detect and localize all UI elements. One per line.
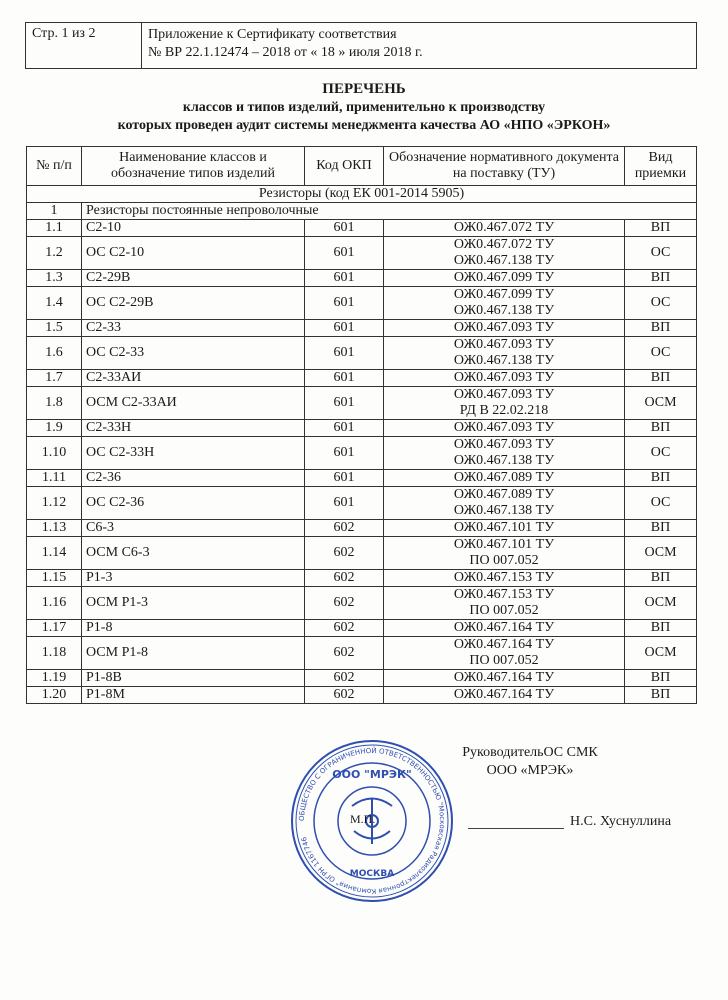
row-okp-code: 601 xyxy=(305,337,384,370)
row-product-name: Р1-3 xyxy=(82,570,305,587)
signature-block xyxy=(410,744,650,780)
row-norm-docs xyxy=(384,637,625,670)
row-acceptance-type: ВП xyxy=(625,420,697,437)
stamp-bottom-text: МОСКВА xyxy=(349,869,395,879)
row-number: 1.14 xyxy=(27,537,82,570)
row-okp-code: 601 xyxy=(305,420,384,437)
row-okp-code: 602 xyxy=(305,570,384,587)
table-row xyxy=(27,437,697,470)
row-number: 1.17 xyxy=(27,620,82,637)
row-okp-code: 601 xyxy=(305,387,384,420)
row-okp-code: 602 xyxy=(305,687,384,704)
products-table xyxy=(26,146,697,704)
table-row xyxy=(27,687,697,704)
row-okp-code: 602 xyxy=(305,587,384,620)
row-acceptance-type: ВП xyxy=(625,470,697,487)
signer-name: Н.С. Хуснуллина xyxy=(570,814,672,829)
table-row xyxy=(27,520,697,537)
stamp-ring-text: ОБЩЕСТВО С ОГРАНИЧЕННОЙ ОТВЕТСТВЕННОСТЬЮ "Московская Радиоэлектронная Компания" ОГРН 1167746 xyxy=(297,746,447,896)
row-norm-doc: ОЖ0.467.164 ТУ xyxy=(453,670,555,685)
row-acceptance-type: ВП xyxy=(625,570,697,587)
table-header-row xyxy=(27,147,697,186)
row-norm-docs xyxy=(384,620,625,637)
table-row xyxy=(27,320,697,337)
row-okp-code: 602 xyxy=(305,620,384,637)
row-product-name: ОСМ Р1-8 xyxy=(82,637,305,670)
row-number: 1.7 xyxy=(27,370,82,387)
row-norm-doc: ОЖ0.467.164 ТУ xyxy=(453,687,555,702)
row-number: 1.10 xyxy=(27,437,82,470)
row-norm-doc: ОЖ0.467.101 ТУ xyxy=(453,537,555,552)
row-norm-doc: ОЖ0.467.153 ТУ xyxy=(453,570,555,585)
row-product-name: С2-33АИ xyxy=(82,370,305,387)
row-product-name: Р1-8В xyxy=(82,670,305,687)
row-acceptance-type: ОСМ xyxy=(625,387,697,420)
row-norm-docs xyxy=(384,220,625,237)
row-norm-docs xyxy=(384,370,625,387)
row-norm-doc: ОЖ0.467.164 ТУ xyxy=(453,620,555,635)
row-norm-doc: ПО 007.052 xyxy=(469,553,539,568)
row-okp-code: 601 xyxy=(305,320,384,337)
table-row xyxy=(27,670,697,687)
row-acceptance-type: ВП xyxy=(625,670,697,687)
table-row xyxy=(27,570,697,587)
row-acceptance-type: ОС xyxy=(625,437,697,470)
table-row xyxy=(27,587,697,620)
row-norm-doc: ОЖ0.467.164 ТУ xyxy=(453,637,555,652)
row-product-name: ОС С2-29В xyxy=(82,287,305,320)
group-num: 1 xyxy=(27,203,82,220)
row-norm-docs xyxy=(384,670,625,687)
row-acceptance-type: ОС xyxy=(625,237,697,270)
table-row xyxy=(27,370,697,387)
table-row xyxy=(27,387,697,420)
row-norm-doc: ОЖ0.467.138 ТУ xyxy=(453,353,555,368)
row-number: 1.18 xyxy=(27,637,82,670)
row-acceptance-type: ОСМ xyxy=(625,637,697,670)
group-row xyxy=(27,203,697,220)
page-indicator: Стр. 1 из 2 xyxy=(26,23,142,69)
row-number: 1.2 xyxy=(27,237,82,270)
table-row xyxy=(27,470,697,487)
signer-role: РуководительОС СМК xyxy=(462,745,598,760)
row-norm-docs xyxy=(384,337,625,370)
row-number: 1.20 xyxy=(27,687,82,704)
certificate-header xyxy=(25,22,697,69)
row-number: 1.13 xyxy=(27,520,82,537)
row-number: 1.15 xyxy=(27,570,82,587)
row-okp-code: 601 xyxy=(305,220,384,237)
table-row xyxy=(27,420,697,437)
row-okp-code: 602 xyxy=(305,637,384,670)
row-norm-doc: ОЖ0.467.138 ТУ xyxy=(453,453,555,468)
row-norm-doc: ОЖ0.467.093 ТУ xyxy=(453,337,555,352)
table-row xyxy=(27,270,697,287)
row-number: 1.19 xyxy=(27,670,82,687)
col-code-header: Код ОКП xyxy=(305,147,384,186)
row-product-name: ОСМ С6-3 xyxy=(82,537,305,570)
row-okp-code: 602 xyxy=(305,670,384,687)
row-product-name: С2-29В xyxy=(82,270,305,287)
row-okp-code: 601 xyxy=(305,270,384,287)
row-norm-doc: ОЖ0.467.153 ТУ xyxy=(453,587,555,602)
row-number: 1.4 xyxy=(27,287,82,320)
section-title: Резисторы (код ЕК 001-2014 5905) xyxy=(27,186,697,203)
row-acceptance-type: ОС xyxy=(625,487,697,520)
section-row xyxy=(27,186,697,203)
stamp-top-text: ООО "МРЭК" xyxy=(332,768,412,781)
row-number: 1.11 xyxy=(27,470,82,487)
appendix-title: Приложение к Сертификату соответствия xyxy=(148,27,397,42)
row-norm-doc: ОЖ0.467.072 ТУ xyxy=(453,220,555,235)
row-norm-doc: ОЖ0.467.093 ТУ xyxy=(453,420,555,435)
row-norm-docs xyxy=(384,470,625,487)
col-num-header: № п/п xyxy=(27,147,82,186)
table-row xyxy=(27,237,697,270)
seal-place-label: М.П. xyxy=(350,812,376,826)
certificate-reference xyxy=(142,23,697,69)
row-okp-code: 601 xyxy=(305,237,384,270)
row-norm-doc: ОЖ0.467.072 ТУ xyxy=(453,237,555,252)
row-norm-docs xyxy=(384,320,625,337)
row-number: 1.6 xyxy=(27,337,82,370)
row-norm-doc: ОЖ0.467.101 ТУ xyxy=(453,520,555,535)
group-name: Резисторы постоянные непроволочные xyxy=(82,203,697,220)
row-product-name: Р1-8М xyxy=(82,687,305,704)
row-acceptance-type: ВП xyxy=(625,370,697,387)
row-product-name: ОС С2-33 xyxy=(82,337,305,370)
row-number: 1.3 xyxy=(27,270,82,287)
row-norm-doc: ОЖ0.467.093 ТУ xyxy=(453,370,555,385)
table-row xyxy=(27,487,697,520)
certificate-number: № ВР 22.1.12474 – 2018 от « 18 » июля 2018 г. xyxy=(148,45,423,60)
table-row xyxy=(27,337,697,370)
row-number: 1.9 xyxy=(27,420,82,437)
row-norm-docs xyxy=(384,687,625,704)
row-product-name: ОС С2-33Н xyxy=(82,437,305,470)
row-okp-code: 602 xyxy=(305,520,384,537)
row-acceptance-type: ОСМ xyxy=(625,587,697,620)
doc-title: ПЕРЕЧЕНЬ xyxy=(322,81,406,97)
row-number: 1.1 xyxy=(27,220,82,237)
row-okp-code: 601 xyxy=(305,487,384,520)
row-norm-doc: ОЖ0.467.099 ТУ xyxy=(453,270,555,285)
row-acceptance-type: ВП xyxy=(625,687,697,704)
row-product-name: ОС С2-36 xyxy=(82,487,305,520)
row-norm-docs xyxy=(384,437,625,470)
row-acceptance-type: ВП xyxy=(625,270,697,287)
signer-organization: ООО «МРЭК» xyxy=(486,763,574,778)
row-acceptance-type: ВП xyxy=(625,220,697,237)
row-norm-doc: ПО 007.052 xyxy=(469,653,539,668)
table-row xyxy=(27,637,697,670)
doc-subtitle-1: классов и типов изделий, применительно к производству xyxy=(182,100,546,115)
row-acceptance-type: ОС xyxy=(625,287,697,320)
row-norm-docs xyxy=(384,237,625,270)
table-row xyxy=(27,287,697,320)
row-product-name: С2-10 xyxy=(82,220,305,237)
row-acceptance-type: ВП xyxy=(625,620,697,637)
row-norm-docs xyxy=(384,420,625,437)
table-row xyxy=(27,220,697,237)
col-acceptance-header: Вид приемки xyxy=(625,147,697,186)
doc-subtitle-2: которых проведен аудит системы менеджмента качества АО «НПО «ЭРКОН» xyxy=(117,118,611,133)
row-norm-doc: ОЖ0.467.093 ТУ xyxy=(453,437,555,452)
row-norm-doc: ОЖ0.467.089 ТУ xyxy=(453,487,555,502)
row-norm-docs xyxy=(384,537,625,570)
row-number: 1.8 xyxy=(27,387,82,420)
row-acceptance-type: ОСМ xyxy=(625,537,697,570)
row-acceptance-type: ВП xyxy=(625,520,697,537)
row-acceptance-type: ОС xyxy=(625,337,697,370)
row-norm-docs xyxy=(384,587,625,620)
document-titles xyxy=(0,80,728,135)
row-number: 1.12 xyxy=(27,487,82,520)
row-norm-doc: ПО 007.052 xyxy=(469,603,539,618)
row-norm-docs xyxy=(384,570,625,587)
row-product-name: ОСМ С2-33АИ xyxy=(82,387,305,420)
row-product-name: ОСМ Р1-3 xyxy=(82,587,305,620)
row-okp-code: 602 xyxy=(305,537,384,570)
row-norm-doc: ОЖ0.467.093 ТУ xyxy=(453,387,555,402)
row-product-name: С6-3 xyxy=(82,520,305,537)
row-norm-doc: ОЖ0.467.089 ТУ xyxy=(453,470,555,485)
row-okp-code: 601 xyxy=(305,470,384,487)
row-okp-code: 601 xyxy=(305,437,384,470)
row-norm-doc: ОЖ0.467.138 ТУ xyxy=(453,303,555,318)
row-norm-docs xyxy=(384,520,625,537)
table-row xyxy=(27,537,697,570)
table-row xyxy=(27,620,697,637)
row-norm-docs xyxy=(384,387,625,420)
row-norm-docs xyxy=(384,270,625,287)
row-norm-doc: ОЖ0.467.099 ТУ xyxy=(453,287,555,302)
row-norm-docs xyxy=(384,487,625,520)
row-number: 1.16 xyxy=(27,587,82,620)
row-norm-doc: ОЖ0.467.093 ТУ xyxy=(453,320,555,335)
row-norm-doc: РД В 22.02.218 xyxy=(459,403,549,418)
row-product-name: Р1-8 xyxy=(82,620,305,637)
row-okp-code: 601 xyxy=(305,370,384,387)
row-product-name: ОС С2-10 xyxy=(82,237,305,270)
col-name-header: Наименование классов и обозначение типов изделий xyxy=(82,147,305,186)
row-acceptance-type: ВП xyxy=(625,320,697,337)
row-norm-docs xyxy=(384,287,625,320)
row-product-name: С2-36 xyxy=(82,470,305,487)
row-product-name: С2-33 xyxy=(82,320,305,337)
row-norm-doc: ОЖ0.467.138 ТУ xyxy=(453,503,555,518)
col-doc-header: Обозначение нормативного документа на поставку (ТУ) xyxy=(384,147,625,186)
row-okp-code: 601 xyxy=(305,287,384,320)
row-norm-doc: ОЖ0.467.138 ТУ xyxy=(453,253,555,268)
row-product-name: С2-33Н xyxy=(82,420,305,437)
signature-line xyxy=(468,828,564,829)
row-number: 1.5 xyxy=(27,320,82,337)
